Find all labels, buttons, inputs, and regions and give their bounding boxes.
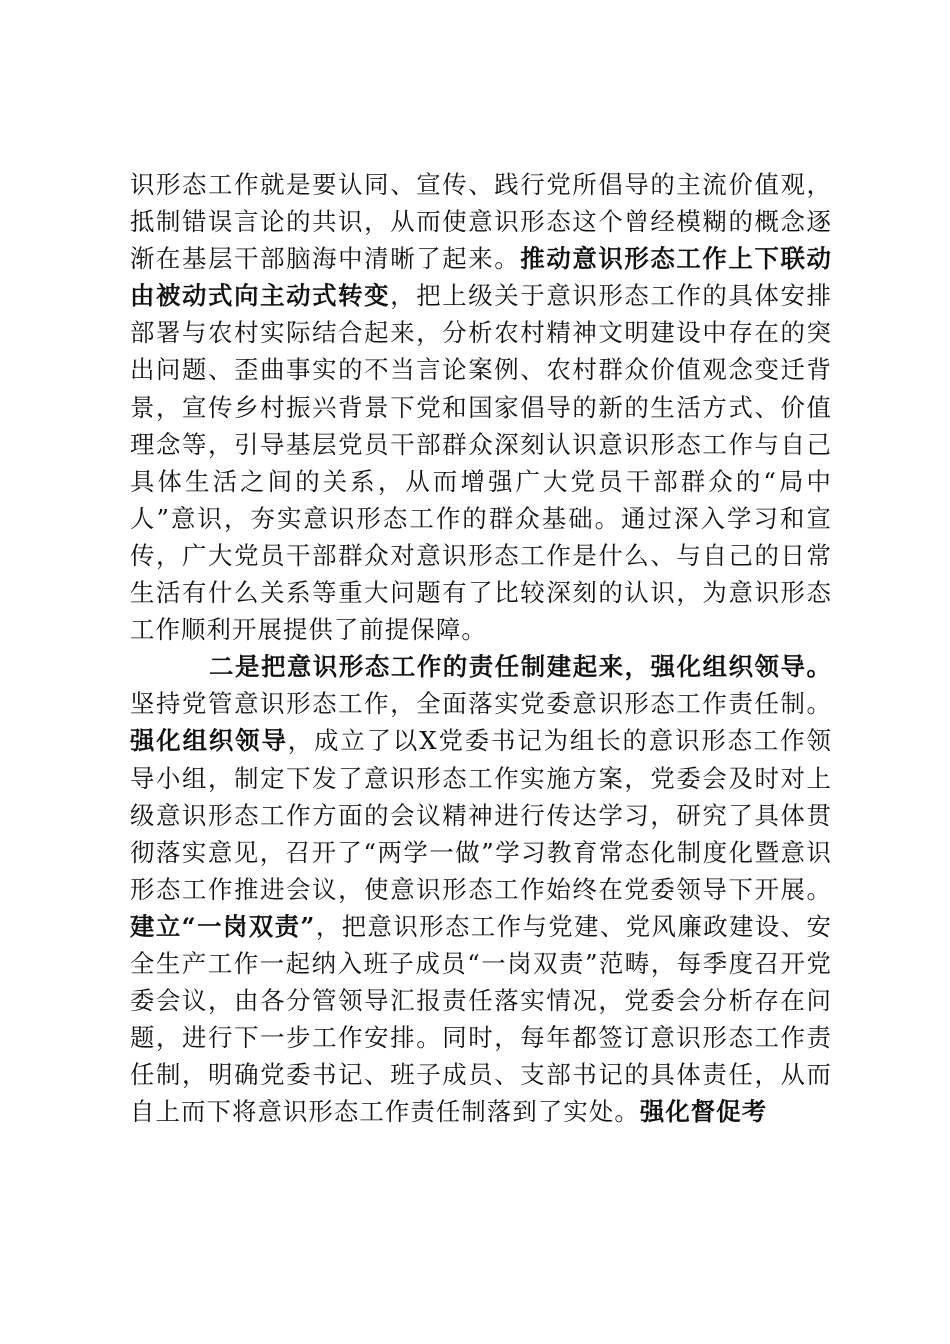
paragraph-1 bbox=[130, 166, 832, 648]
text-run: 识形态工作就是要认同、宣传、践行党所倡导的主流价值观，抵制错误言论的共识，从而使意识形态这个曾经模糊的概念逐渐在基层干部脑海中清晰了起来。 bbox=[130, 170, 832, 274]
text-run: ，成立了以X党委书记为组长的意识形态工作领导小组，制定下发了意识形态工作实施方案，党委会及时对上级意识形态工作方面的会议精神进行传达学习，研究了具体贯彻落实意见，召开了“两学一做”学习教育常态化制度化暨意识形态工作推进会议，使意识形态工作始终在党委领导下开展。 bbox=[130, 726, 833, 904]
section-heading: 二是把意识形态工作的责任制建起来，强化组织领导。 bbox=[209, 652, 832, 682]
text-run: ，把上级关于意识形态工作的具体安排部署与农村实际结合起来，分析农村精神文明建设中存在的突出问题、歪曲事实的不当言论案例、农村群众价值观念变迁背景，宣传乡村振兴背景下党和国家倡导的新的生活方式、价值理念等，引导基层党员干部群众深刻认识意识形态工作与自己具体生活之间的关系，从而增强广大党员干部群众的“局中人”意识，夯实意识形态工作的群众基础。通过深入学习和宣传，广大党员干部群众对意识形态工作是什么、与自己的日常生活有什么关系等重大问题有了比较深刻的认识，为意识形态工作顺利开展提供了前提保障。 bbox=[130, 281, 832, 645]
text-run: ，把意识形态工作与党建、党风廉政建设、安全生产工作一起纳入班子成员“一岗双责”范畴，每季度召开党委会议，由各分管领导汇报责任落实情况，党委会分析存在问题，进行下一步工作安排。同时，每年都签订意识形态工作责任制，明确党委书记、班子成员、支部书记的具体责任，从而自上而下将意识形态工作责任制落到了实处。 bbox=[130, 911, 832, 1127]
bold-run: 强化组织领导 bbox=[130, 726, 288, 756]
bold-run: 建立“一岗双责” bbox=[130, 911, 316, 941]
bold-run: 强化督促考 bbox=[639, 1097, 768, 1127]
text-run: 坚持党管意识形态工作，全面落实党委意识形态工作责任制。 bbox=[130, 689, 832, 719]
bold-run: 推动意识形态工作上下联动由被动式向主动式转变 bbox=[130, 244, 832, 311]
paragraph-2 bbox=[130, 648, 832, 1130]
